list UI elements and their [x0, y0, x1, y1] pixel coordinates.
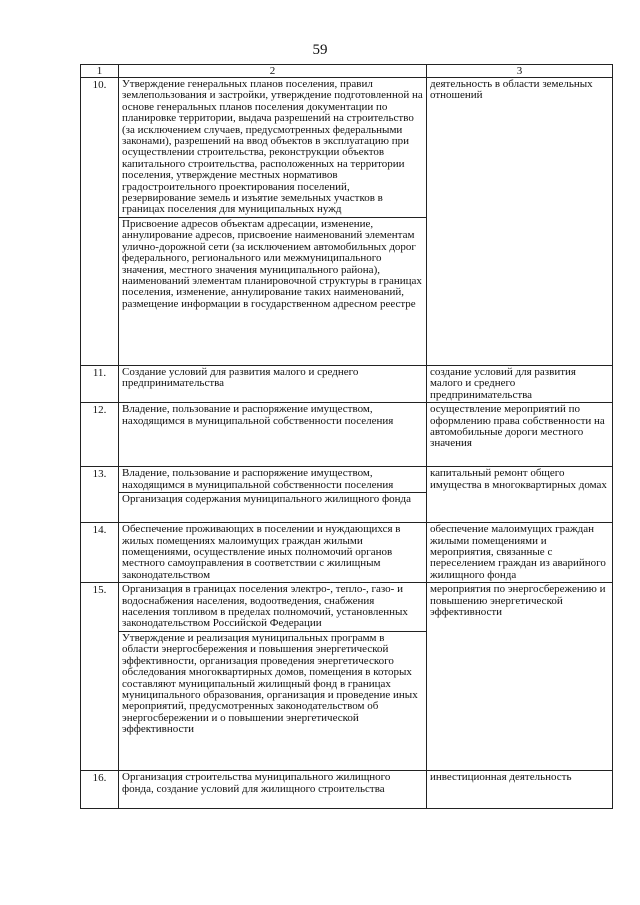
power-description: Организация содержания муниципального жилищного фонда — [119, 492, 426, 506]
activity-area: создание условий для развития малого и среднего предпринимательства — [427, 366, 613, 403]
power-description: Организация строительства муниципального жилищного фонда, создание условий для жилищного строительства — [122, 771, 391, 795]
column-header-1: 1 — [81, 65, 119, 78]
activity-area: мероприятия по энергосбережению и повышению энергетической эффективности — [427, 583, 613, 771]
activity-area: инвестиционная деятельность — [427, 771, 613, 809]
power-description-cell — [119, 403, 427, 467]
row-number: 12. — [81, 403, 119, 467]
power-description-cell — [119, 583, 427, 771]
table-row — [81, 583, 613, 771]
power-description: Организация в границах поселения электро-, тепло-, газо- и водоснабжения населения, водоотведения, снабжения населения топливом в пределах полномочий, установленных законодательством Российской Федерации — [122, 583, 408, 630]
page-number: 59 — [312, 42, 328, 58]
activity-area: осуществление мероприятий по оформлению права собственности на автомобильные дороги местного значения — [427, 403, 613, 467]
power-description: Утверждение и реализация муниципальных программ в области энергосбережения и повышения энергетической эффективности, организация проведения энергетического обследования многоквартирных домов, помещения в которых составляют муниципальный жилищный фонд в границах муниципального образования, организация и проведение иных мероприятий, предусмотренных законодательством об энергосбережении и о повышении энергетической эффективности — [119, 631, 426, 737]
power-description-cell — [119, 366, 427, 403]
table-row — [81, 403, 613, 467]
activity-area: деятельность в области земельных отношений — [427, 78, 613, 366]
activity-area: обеспечение малоимущих граждан жилыми помещениями и мероприятия, связанные с переселением граждан из аварийного жилищного фонда — [427, 523, 613, 583]
power-description: Присвоение адресов объектам адресации, изменение, аннулирование адресов, присвоение наименований элементам улично-дорожной сети (за исключением автомобильных дорог федерального, регионального или межмуниципального значения, местного значения муниципального района), наименований элементам планировочной структуры в границах поселения, изменение, аннулирование таких наименований, размещение информации в государственном адресном реестре — [119, 217, 426, 311]
power-description: Владение, пользование и распоряжение имуществом, находящимся в муниципальной собственности поселения — [122, 403, 394, 427]
table-row — [81, 78, 613, 366]
table-row — [81, 366, 613, 403]
column-header-3: 3 — [427, 65, 613, 78]
row-number: 11. — [81, 366, 119, 403]
power-description: Создание условий для развития малого и среднего предпринимательства — [122, 366, 359, 390]
power-description-cell — [119, 78, 427, 366]
powers-table — [80, 64, 613, 809]
table-row — [81, 771, 613, 809]
row-number: 10. — [81, 78, 119, 366]
power-description-cell — [119, 467, 427, 523]
power-description: Утверждение генеральных планов поселения, правил землепользования и застройки, утверждение подготовленной на основе генеральных планов поселения документации по планировке территории, выдача разрешений на строительство (за исключением случаев, предусмотренных федеральными законами), разрешений на ввод объектов в эксплуатацию при осуществлении строительства, реконструкции объектов капитального строительства, расположенных на территории поселения, утверждение местных нормативов градостроительного проектирования поселений, резервирование земель и изъятие земельных участков в границах поселения для муниципальных нужд — [122, 78, 423, 216]
row-number: 15. — [81, 583, 119, 771]
table-row — [81, 467, 613, 523]
row-number: 16. — [81, 771, 119, 809]
activity-area: капитальный ремонт общего имущества в многоквартирных домах — [427, 467, 613, 523]
header-row — [81, 65, 613, 78]
row-number: 14. — [81, 523, 119, 583]
power-description-cell — [119, 523, 427, 583]
column-header-2: 2 — [119, 65, 427, 78]
table-row — [81, 523, 613, 583]
power-description: Обеспечение проживающих в поселении и нуждающихся в жилых помещениях малоимущих граждан жилыми помещениями, осуществление иных полномочий органов местного самоуправления в соответствии с жилищным законодательством — [122, 523, 401, 581]
power-description-cell — [119, 771, 427, 809]
power-description: Владение, пользование и распоряжение имуществом, находящимся в муниципальной собственности поселения — [122, 467, 394, 491]
row-number: 13. — [81, 467, 119, 523]
